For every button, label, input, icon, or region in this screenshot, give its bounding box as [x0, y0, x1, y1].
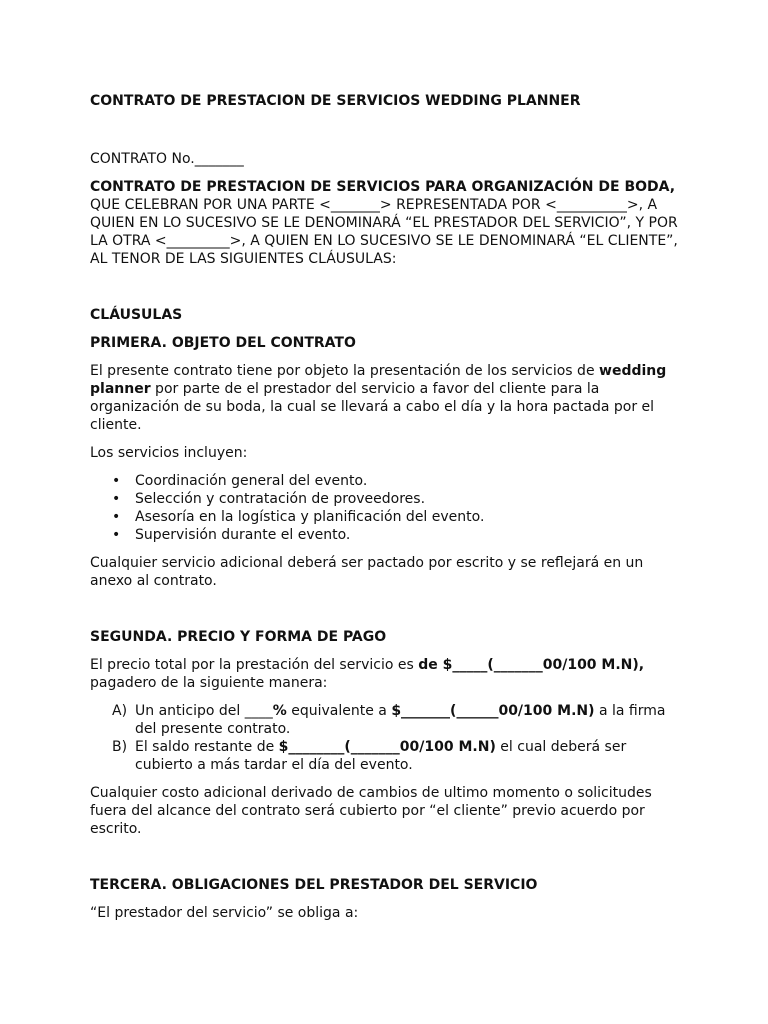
- clausulas-heading: CLÁUSULAS: [90, 307, 183, 323]
- list-item: [90, 702, 680, 738]
- segunda-paragraph-1: [90, 656, 680, 692]
- segunda-paragraph-2: Cualquier costo adicional derivado de cambios de ultimo momento o solicitudes fuera del alcance del contrato será cubierto por “el cliente” previo acuerdo por escrito.: [90, 785, 652, 837]
- list-item: • Selección y contratación de proveedores.: [90, 490, 680, 508]
- primera-paragraph-3: Cualquier servicio adicional deberá ser pactado por escrito y se reflejará en un anexo al contrato.: [90, 555, 644, 589]
- payment-b-text: El saldo restante de: [135, 739, 279, 755]
- segunda-p1-bold: de $_____(_______00/100 M.N),: [418, 657, 645, 673]
- segunda-p1-text-b: pagadero de la siguiente manera:: [90, 675, 328, 691]
- list-marker: B): [112, 739, 128, 755]
- payment-a-text-3: a la firma del presente contrato.: [135, 703, 666, 737]
- document-page: [90, 92, 680, 922]
- services-list: [90, 472, 680, 544]
- payment-a-bold-2: $_______(______00/100 M.N): [391, 703, 595, 719]
- list-item: • Asesoría en la logística y planificación del evento.: [90, 508, 680, 526]
- segunda-p1-text-a: El precio total por la prestación del servicio es: [90, 657, 419, 673]
- segunda-heading: SEGUNDA. PRECIO Y FORMA DE PAGO: [90, 629, 387, 645]
- list-item: • Coordinación general del evento.: [90, 472, 680, 490]
- primera-paragraph-2: Los servicios incluyen:: [90, 445, 248, 461]
- intro-bold: CONTRATO DE PRESTACION DE SERVICIOS PARA ORGANIZACIÓN DE BODA,: [90, 179, 676, 195]
- primera-p1-text-b: por parte de el prestador del servicio a favor del cliente para la organización de su boda, la cual se llevará a cabo el día y la hora pactada por el cliente.: [90, 381, 655, 433]
- list-item: [90, 738, 680, 774]
- payment-a-text: Un anticipo del ____: [135, 703, 273, 719]
- primera-paragraph-1: [90, 362, 680, 434]
- primera-p1-bold: wedding planner: [90, 363, 667, 397]
- intro-paragraph: [90, 178, 680, 268]
- primera-p1-text-a: El presente contrato tiene por objeto la presentación de los servicios de: [90, 363, 600, 379]
- list-item: • Supervisión durante el evento.: [90, 526, 680, 544]
- tercera-heading: TERCERA. OBLIGACIONES DEL PRESTADOR DEL SERVICIO: [90, 877, 538, 893]
- document-title: CONTRATO DE PRESTACION DE SERVICIOS WEDDING PLANNER: [90, 93, 581, 109]
- payment-list: [90, 702, 680, 774]
- list-marker: A): [112, 703, 128, 719]
- tercera-paragraph-1: “El prestador del servicio” se obliga a:: [90, 905, 359, 921]
- payment-b-bold-1: $________(_______00/100 M.N): [278, 739, 496, 755]
- primera-heading: PRIMERA. OBJETO DEL CONTRATO: [90, 335, 356, 351]
- payment-a-text-2: equivalente a: [286, 703, 392, 719]
- payment-a-bold-1: %: [272, 703, 287, 719]
- intro-text: QUE CELEBRAN POR UNA PARTE <_______> REPRESENTADA POR <__________>, A QUIEN EN LO SUCESIVO SE LE DENOMINARÁ “EL PRESTADOR DEL SERVICIO”, Y POR LA OTRA <_________>, A QUIEN EN LO SUCESIVO SE LE DENOMINARÁ “EL CLIENTE”, AL TENOR DE LAS SIGUIENTES CLÁUSULAS:: [90, 197, 678, 267]
- payment-b-text-2: el cual deberá ser cubierto a más tardar el día del evento.: [135, 739, 627, 773]
- contract-number: CONTRATO No._______: [90, 151, 244, 167]
